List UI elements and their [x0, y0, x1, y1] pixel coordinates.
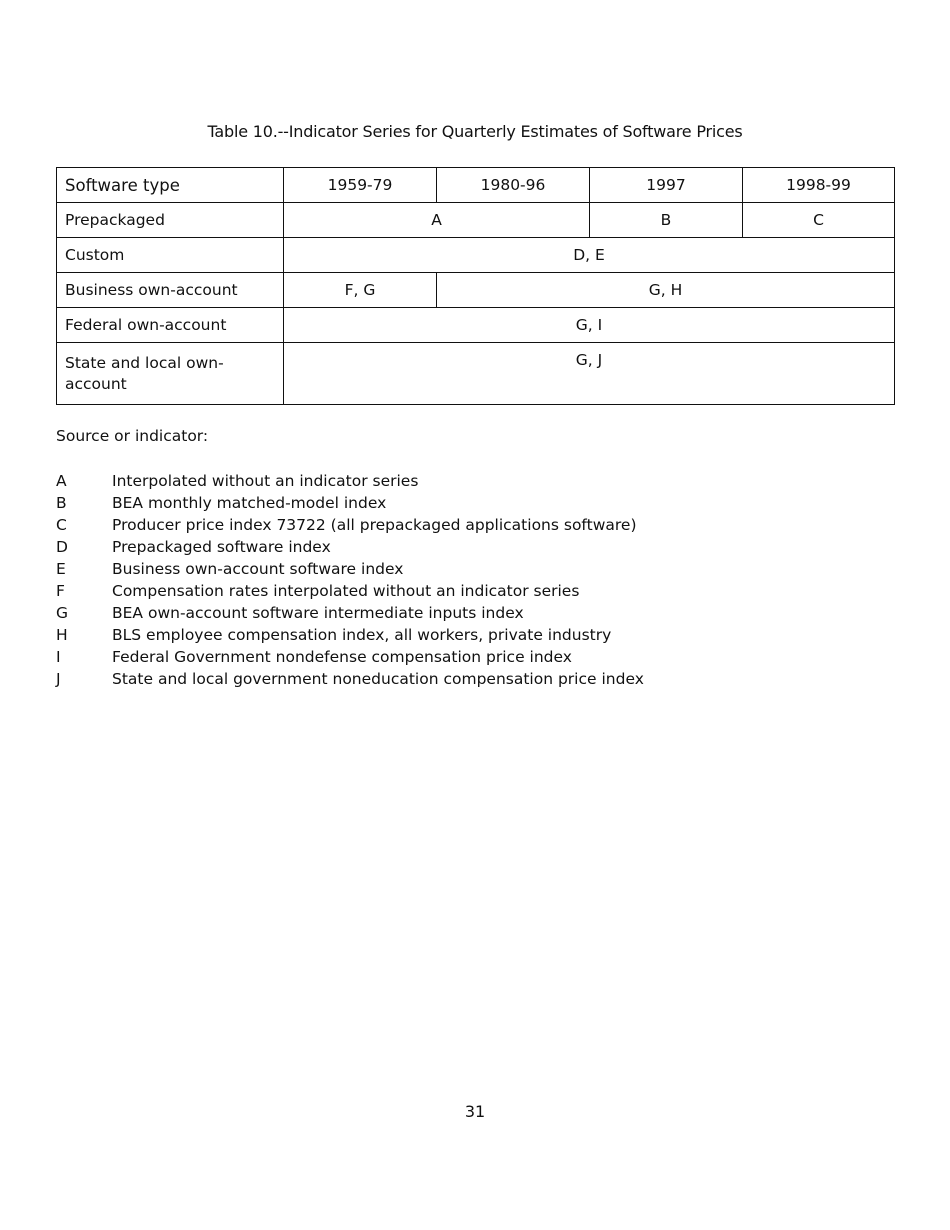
header-software-type: Software type: [57, 168, 284, 203]
table-row-custom: [57, 238, 895, 273]
row-label-prepackaged: Prepackaged: [57, 203, 284, 238]
legend-text: BEA monthly matched-model index: [112, 494, 387, 512]
legend-code: C: [56, 516, 67, 534]
legend-item: [56, 492, 644, 514]
legend-code: D: [56, 538, 68, 556]
table-title: Table 10.--Indicator Series for Quarterly Estimates of Software Prices: [207, 122, 743, 141]
cell-business-1959-79: F, G: [284, 273, 437, 308]
header-1980-96: 1980-96: [437, 168, 590, 203]
legend-item: [56, 558, 644, 580]
legend-text: State and local government noneducation compensation price index: [112, 670, 644, 688]
legend-text: Federal Government nondefense compensation price index: [112, 648, 572, 666]
cell-state-local-all: G, J: [284, 343, 895, 405]
row-label-business-own-account: Business own-account: [57, 273, 284, 308]
legend-code: H: [56, 626, 68, 644]
cell-prepackaged-1998-99: C: [743, 203, 895, 238]
legend-text: BEA own-account software intermediate inputs index: [112, 604, 524, 622]
legend-text: Prepackaged software index: [112, 538, 331, 556]
legend-code: F: [56, 582, 65, 600]
table-row-state-local-own-account: [57, 343, 895, 405]
legend-item: [56, 624, 644, 646]
legend-text: Business own-account software index: [112, 560, 404, 578]
legend-code: E: [56, 560, 66, 578]
cell-prepackaged-1959-96: A: [284, 203, 590, 238]
row-label-federal-own-account: Federal own-account: [57, 308, 284, 343]
legend-item: [56, 646, 644, 668]
cell-custom-all: D, E: [284, 238, 895, 273]
legend-code: I: [56, 648, 61, 666]
table-row-prepackaged: [57, 203, 895, 238]
cell-prepackaged-1997: B: [590, 203, 743, 238]
legend-item: [56, 580, 644, 602]
legend-item: [56, 536, 644, 558]
legend-text: Producer price index 73722 (all prepackaged applications software): [112, 516, 637, 534]
legend-text: Compensation rates interpolated without an indicator series: [112, 582, 580, 600]
legend-code: J: [56, 670, 61, 688]
indicator-series-table: [56, 167, 895, 405]
legend-code: A: [56, 472, 67, 490]
legend-item: [56, 602, 644, 624]
cell-business-1980-99: G, H: [437, 273, 895, 308]
header-1959-79: 1959-79: [284, 168, 437, 203]
legend-item: [56, 470, 644, 492]
legend-item: [56, 514, 644, 536]
legend-code: B: [56, 494, 67, 512]
row-label-custom: Custom: [57, 238, 284, 273]
header-1997: 1997: [590, 168, 743, 203]
legend-item: [56, 668, 644, 690]
table-row-federal-own-account: [57, 308, 895, 343]
table-row-business-own-account: [57, 273, 895, 308]
cell-federal-all: G, I: [284, 308, 895, 343]
legend-list: [56, 470, 644, 690]
header-1998-99: 1998-99: [743, 168, 895, 203]
table-header-row: [57, 168, 895, 203]
source-label: Source or indicator:: [56, 427, 209, 445]
legend-text: BLS employee compensation index, all workers, private industry: [112, 626, 612, 644]
row-label-state-local-own-account: State and local own-account: [57, 343, 284, 405]
page-number: 31: [464, 1102, 486, 1121]
legend-code: G: [56, 604, 69, 622]
legend-text: Interpolated without an indicator series: [112, 472, 419, 490]
